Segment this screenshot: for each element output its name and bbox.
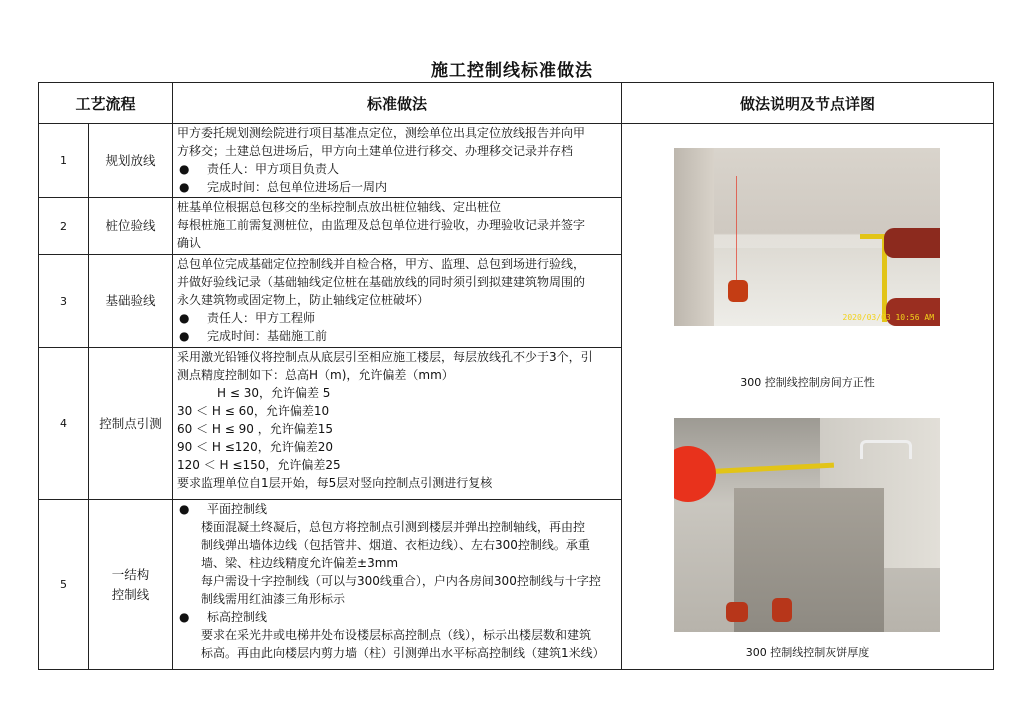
laser-level-icon [728,280,748,302]
tolerance-line: H ≤ 30，允许偏差 5 [217,386,331,400]
desc-line: 确认 [177,236,202,250]
step-description [173,198,622,255]
desc-line: 采用激光铅锤仪将控制点从底层引至相应施工楼层，每层放线孔不少于3个，引 [177,350,593,364]
bullet-item: ● 责任人：甲方项目负责人 [179,162,340,176]
tolerance-line: 60 ＜ H ≤ 90 ，允许偏差15 [177,422,333,436]
bullet-icon: ● [179,162,190,176]
row-number: 1 [39,124,89,198]
step-name: 桩位验线 [89,198,173,255]
tolerance-line: 30 ＜ H ≤ 60，允许偏差10 [177,404,330,418]
photo-plaster-thickness [674,418,940,632]
table-row [39,124,994,198]
bullet-icon: ● [179,329,190,343]
desc-line: 甲方委托规划测绘院进行项目基准点定位，测绘单位出具定位放线报告并向甲 [177,126,586,140]
step-description [173,124,622,198]
laser-level-icon [772,598,792,622]
section-heading: ● 平面控制线 [179,502,268,516]
page-title: 施工控制线标准做法 [431,61,593,81]
figure-caption: 300 控制线控制灰饼厚度 [745,646,870,659]
bullet-icon: ● [179,502,190,516]
step-description [173,500,622,670]
header-explain: 做法说明及节点详图 [622,83,994,124]
tape-measure-icon [704,463,834,475]
figure-caption: 300 控制线控制房间方正性 [740,376,875,389]
desc-line: 要求在采光井或电梯井处布设楼层标高控制点（线），标示出楼层数和建筑 [201,628,592,642]
figure-cell [622,124,994,670]
desc-line: 并做好验线记录（基础轴线定位桩在基础放线的同时须引到拟建建筑物周围的 [177,275,586,289]
row-number: 3 [39,255,89,348]
bullet-item: ● 完成时间：基础施工前 [179,329,328,343]
desc-line: 标高。再由此向楼层内剪力墙（柱）引测弹出水平标高控制线（建筑1米线） [201,646,605,660]
step-name: 控制点引测 [89,348,173,500]
bullet-item: ● 完成时间：总包单位进场后一周内 [179,180,388,194]
step-name: 一结构 控制线 [89,500,173,670]
hard-hat-icon [674,446,716,502]
bullet-icon: ● [179,610,190,624]
desc-line: 方移交；土建总包进场后，甲方向土建单位进行移交、办理移交记录并存档 [177,144,574,158]
desc-line: 楼面混凝土终凝后，总包方将控制点引测到楼层并弹出控制轴线，再由控 [201,520,586,534]
photo-room-squareness [674,148,940,326]
photo-timestamp: 2020/03/03 10:56 AM [842,313,935,322]
desc-line: 测点精度控制如下：总高H（m)，允许偏差（mm） [177,368,454,382]
laser-level-icon [726,602,748,622]
row-number: 4 [39,348,89,500]
step-name: 规划放线 [89,124,173,198]
header-standard: 标准做法 [173,83,622,124]
desc-line: 永久建筑物或固定物上，防止轴线定位桩破坏） [177,293,430,307]
desc-line: 要求监理单位自1层开始，每5层对竖向控制点引测进行复核 [177,476,493,490]
section-heading: ● 标高控制线 [179,610,268,624]
header-process: 工艺流程 [39,83,173,124]
desc-line: 总包单位完成基础定位控制线并自检合格，甲方、监理、总包到场进行验线， [177,257,586,271]
desc-line: 制线需用红油漆三角形标示 [201,592,346,606]
row-number: 5 [39,500,89,670]
header-row [39,83,994,124]
bullet-icon: ● [179,180,190,194]
bullet-item: ● 责任人：甲方工程师 [179,311,316,325]
desc-line: 每户需设十字控制线（可以与300线重合），户内各房间300控制线与十字控 [201,574,601,588]
desc-line: 制线弹出墙体边线（包括管井、烟道、衣柜边线）、左右300控制线。承重 [201,538,590,552]
desc-line: 桩基单位根据总包移交的坐标控制点放出桩位轴线、定出桩位 [177,200,502,214]
tolerance-line: 90 ＜ H ≤120，允许偏差20 [177,440,333,454]
desc-line: 每根桩施工前需复测桩位，由监理及总包单位进行验收，办理验收记录并签字 [177,218,586,232]
step-description [173,255,622,348]
construction-table [38,82,994,670]
row-number: 2 [39,198,89,255]
tolerance-line: 120 ＜ H ≤150，允许偏差25 [177,458,341,472]
step-name: 基础验线 [89,255,173,348]
desc-line: 墙、梁、柱边线精度允许偏差±3mm [201,556,399,570]
bullet-icon: ● [179,311,190,325]
step-description [173,348,622,500]
